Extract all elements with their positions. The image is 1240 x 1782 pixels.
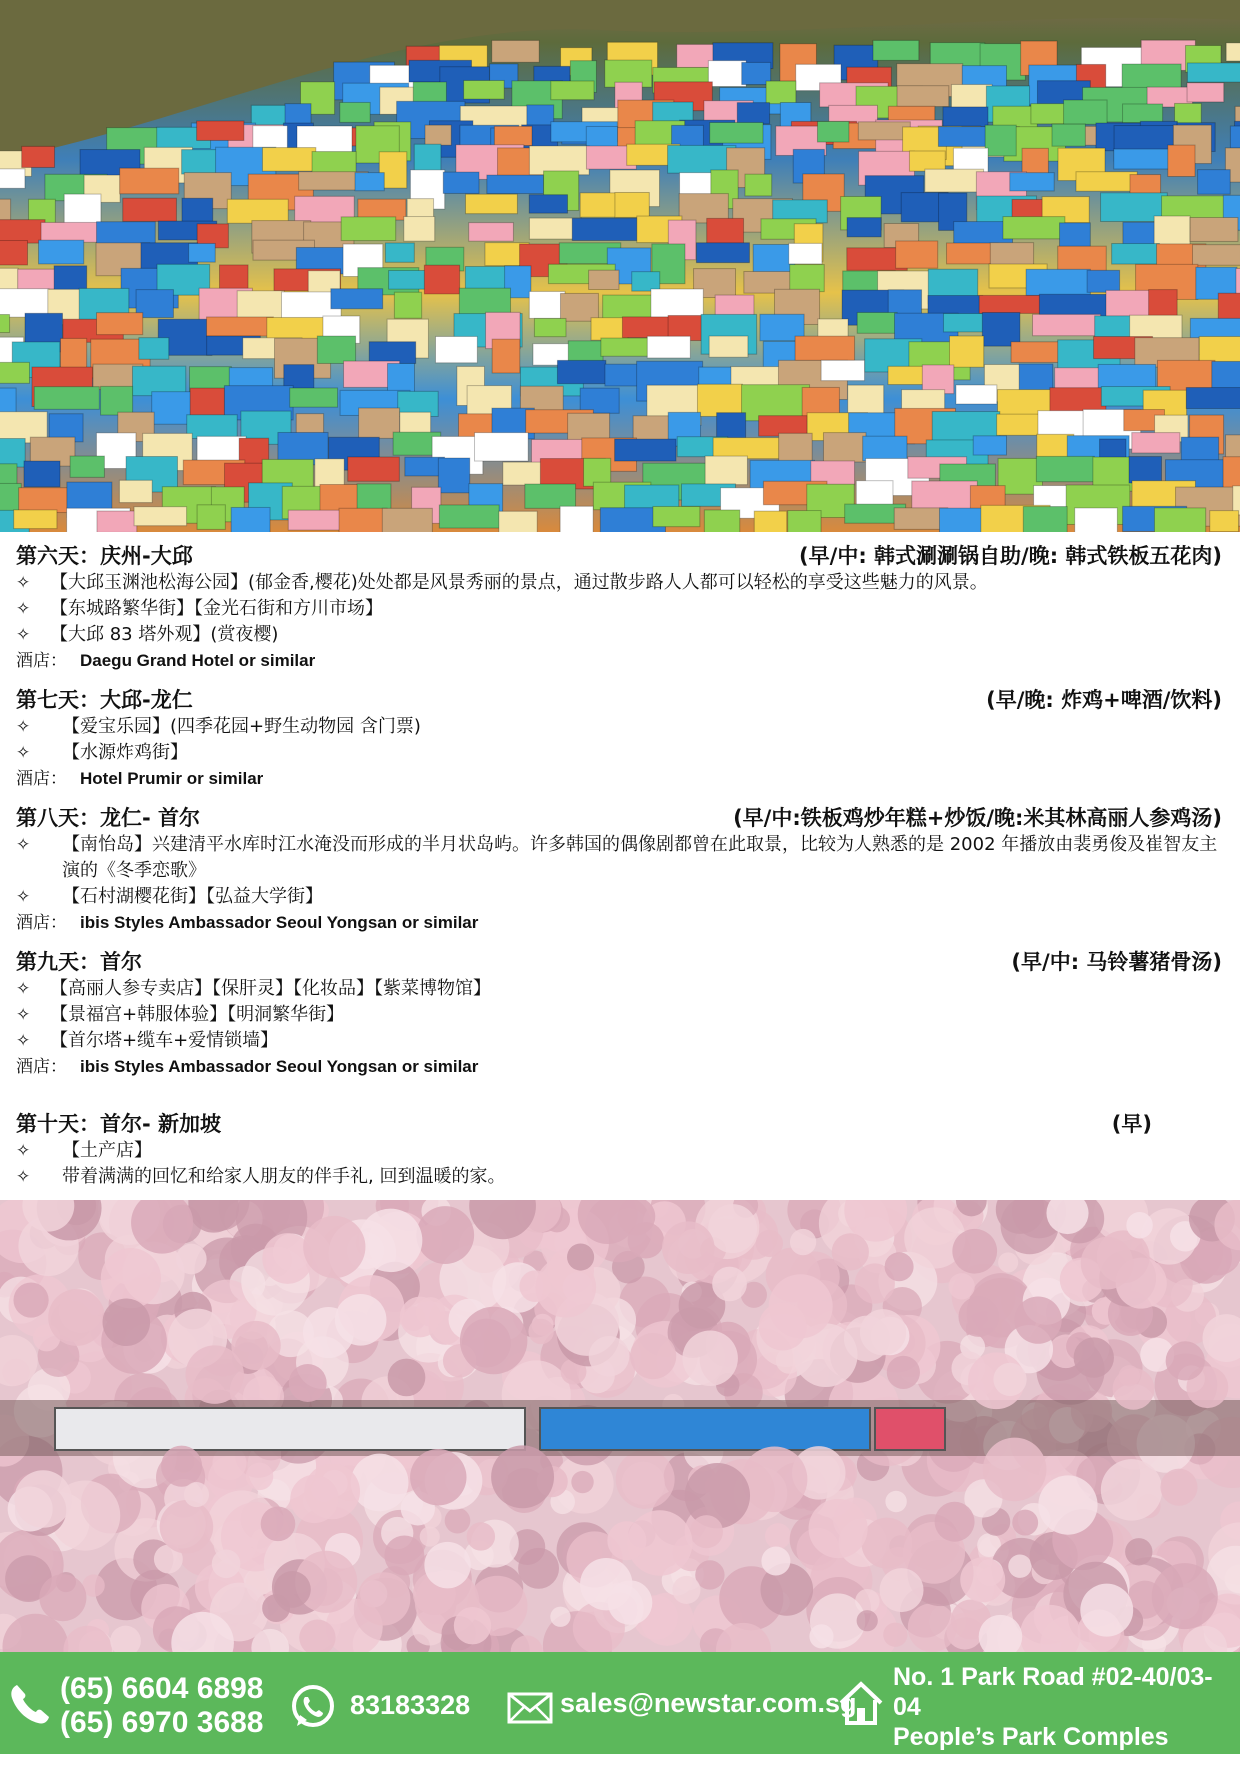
day-meals: (早/中:铁板鸡炒年糕+炒饭/晚:米其林高丽人参鸡汤) [733, 802, 1222, 832]
cherry-blossom-train-photo [0, 1200, 1240, 1652]
bullet-icon: ✧ [16, 740, 40, 766]
phone-number-1[interactable]: (65) 6604 6898 [60, 1672, 264, 1706]
village-photo-art [0, 0, 1240, 532]
day-6 [16, 540, 1222, 674]
hotel-line: 酒店： ibis Styles Ambassador Seoul Yongsan or similar [16, 1054, 1222, 1080]
gamcheon-village-photo [0, 0, 1240, 532]
day-title: 第八天：龙仁- 首尔 [16, 802, 200, 832]
day-9 [16, 946, 1222, 1080]
day-title: 第六天：庆州-大邱 [16, 540, 193, 570]
day-title: 第七天：大邱-龙仁 [16, 684, 193, 714]
bullet-icon: ✧ [16, 1138, 40, 1164]
bullet-icon: ✧ [16, 1164, 40, 1190]
bullet-icon: ✧ [16, 570, 40, 596]
bullet-icon: ✧ [16, 1028, 40, 1054]
bullet-icon: ✧ [16, 714, 40, 740]
bullet-icon: ✧ [16, 596, 40, 622]
bullet-icon: ✧ [16, 1002, 40, 1028]
hotel-name: ibis Styles Ambassador Seoul Yongsan or similar [80, 913, 478, 932]
list-item: ✧ 【首尔塔+缆车+爱情锁墙】 [16, 1028, 1222, 1054]
hotel-name: Daegu Grand Hotel or similar [80, 651, 315, 670]
home-icon [838, 1680, 884, 1726]
list-item: ✧ 【东城路繁华街】【金光石街和方川市场】 [16, 596, 1222, 622]
bullet-icon: ✧ [16, 976, 40, 1002]
hotel-name: Hotel Prumir or similar [80, 769, 263, 788]
blossom-photo-art [0, 1200, 1240, 1652]
list-item: ✧ 【大邱 83 塔外观】(赏夜樱) [16, 622, 1222, 648]
list-item: ✧ 带着满满的回忆和给家人朋友的伴手礼, 回到温暖的家。 [16, 1164, 1222, 1190]
contact-footer [0, 1652, 1240, 1754]
hotel-line: 酒店： Hotel Prumir or similar [16, 766, 1222, 792]
day-7 [16, 684, 1222, 792]
bullet-icon: ✧ [16, 884, 40, 910]
day-10 [16, 1108, 1222, 1190]
mail-icon [507, 1692, 553, 1724]
hotel-name: ibis Styles Ambassador Seoul Yongsan or similar [80, 1057, 478, 1076]
day-title: 第十天：首尔- 新加坡 [16, 1108, 221, 1138]
list-item: ✧ 【大邱玉渊池松海公园】(郁金香,樱花)处处都是风景秀丽的景点，通过散步路人人都可以轻松的享受这些魅力的风景。 [16, 570, 1222, 596]
list-item: ✧ 【爱宝乐园】(四季花园+野生动物园 含门票) [16, 714, 1222, 740]
address-line-2: People’s Park Comples [893, 1722, 1240, 1752]
day-8 [16, 802, 1222, 936]
list-item: ✧ 【水源炸鸡街】 [16, 740, 1222, 766]
bullet-icon: ✧ [16, 832, 40, 858]
phone-icon [8, 1682, 52, 1726]
day-meals: (早) [1112, 1108, 1152, 1138]
address-line-3: S059108 [893, 1752, 1240, 1782]
list-item: ✧ 【南怡岛】兴建清平水库时江水淹没而形成的半月状岛屿。许多韩国的偶像剧都曾在此取景，比较为人熟悉的是 2002 年播放由裴勇俊及崔智友主演的《冬季恋歌》 [16, 832, 1222, 884]
day-title: 第九天：首尔 [16, 946, 142, 976]
whatsapp-number[interactable]: 83183328 [350, 1690, 470, 1721]
list-item: ✧ 【土产店】 [16, 1138, 1222, 1164]
phone-number-2[interactable]: (65) 6970 3688 [60, 1706, 264, 1740]
list-item: ✧ 【高丽人参专卖店】【保肝灵】【化妆品】【紫菜博物馆】 [16, 976, 1222, 1002]
day-meals: (早/晚: 炸鸡+啤酒/饮料) [986, 684, 1222, 714]
email-link[interactable]: sales@newstar.com.sg [560, 1688, 856, 1719]
hotel-line: 酒店： Daegu Grand Hotel or similar [16, 648, 1222, 674]
address [893, 1662, 1240, 1782]
list-item: ✧ 【石村湖樱花街】【弘益大学街】 [16, 884, 1222, 910]
phone-numbers [60, 1672, 264, 1740]
hotel-line: 酒店： ibis Styles Ambassador Seoul Yongsan or similar [16, 910, 1222, 936]
day-meals: (早/中: 韩式涮涮锅自助/晚: 韩式铁板五花肉) [799, 540, 1222, 570]
list-item: ✧ 【景福宫+韩服体验】【明洞繁华街】 [16, 1002, 1222, 1028]
bullet-icon: ✧ [16, 622, 40, 648]
address-line-1: No. 1 Park Road #02-40/03-04 [893, 1662, 1240, 1722]
whatsapp-icon [288, 1682, 338, 1732]
day-meals: (早/中: 马铃薯猪骨汤) [1011, 946, 1222, 976]
